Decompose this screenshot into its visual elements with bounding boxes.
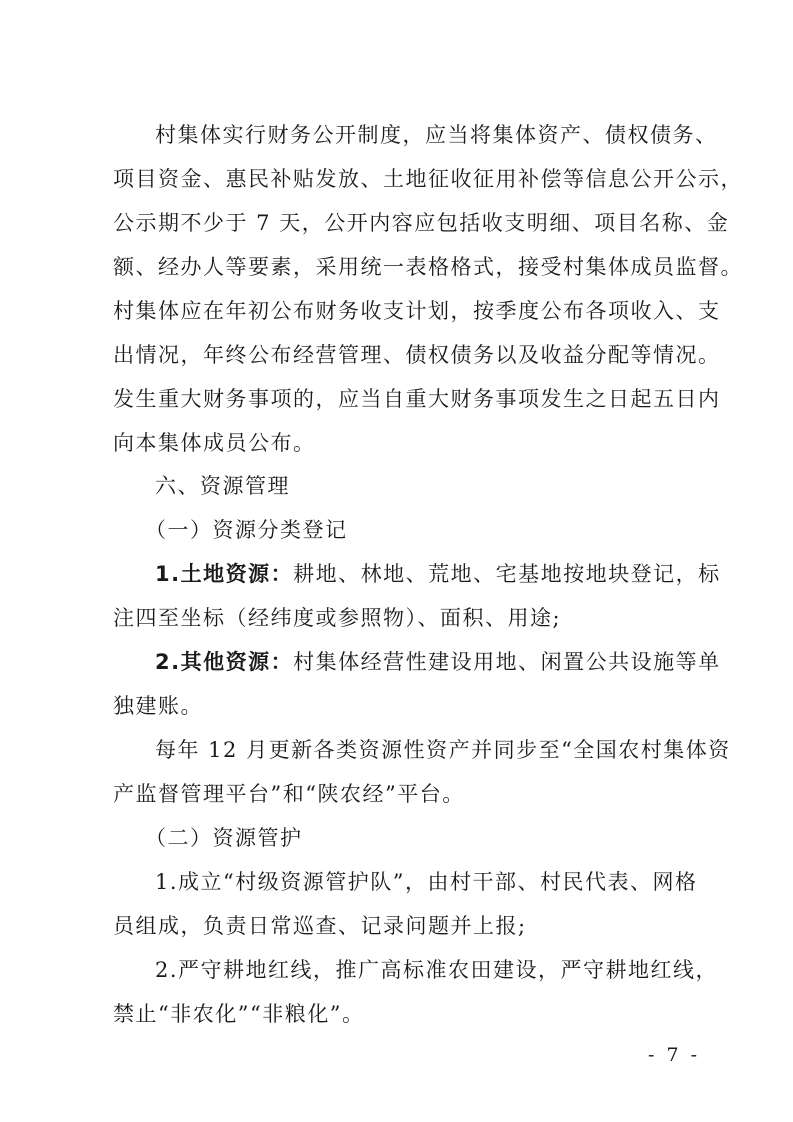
paragraph-line: 员组成，负责日常巡查、记录问题并上报;: [113, 914, 527, 938]
paragraph-line: 发生重大财务事项的，应当自重大财务事项发生之日起五日内: [113, 387, 721, 411]
paragraph-line: 公示期不少于 7 天，公开内容应包括收支明细、项目名称、金: [113, 211, 730, 235]
page-number: - 7 -: [648, 1044, 701, 1066]
paragraph-line: 2.严守耕地红线，推广高标准农田建设，严守耕地红线，: [155, 958, 719, 982]
paragraph-line: 村集体应在年初公布财务收支计划，按季度公布各项收入、支: [113, 299, 721, 323]
paragraph-line: 项目资金、惠民补贴发放、土地征收征用补偿等信息公开公示，: [113, 167, 743, 191]
paragraph-line: [155, 560, 721, 588]
section-heading: 六、资源管理: [155, 474, 290, 498]
paragraph-line: 独建账。: [113, 694, 203, 718]
paragraph-line: 禁止“非农化”“非粮化”。: [113, 1002, 365, 1026]
line-text: 耕地、林地、荒地、宅基地按地块登记，标: [293, 562, 721, 586]
paragraph-line: 产监督管理平台”和“陕农经”平台。: [113, 782, 465, 806]
bold-label: 1.土地资源：: [155, 562, 294, 586]
paragraph-line: 出情况，年终公布经营管理、债权债务以及收益分配等情况。: [113, 343, 721, 367]
paragraph-line: [155, 648, 721, 676]
subsection-heading: （一）资源分类登记: [145, 518, 348, 542]
paragraph-line: 村集体实行财务公开制度，应当将集体资产、债权债务、: [155, 123, 718, 147]
subsection-heading: （二）资源管护: [145, 826, 303, 850]
paragraph-line: 向本集体成员公布。: [113, 431, 316, 455]
paragraph-line: 每年 12 月更新各类资源性资产并同步至“全国农村集体资: [155, 738, 731, 762]
paragraph-line: 额、经办人等要素，采用统一表格格式，接受村集体成员监督。: [113, 255, 743, 279]
paragraph-line: 1.成立“村级资源管护队”，由村干部、村民代表、网格: [155, 870, 698, 894]
paragraph-line: 注四至坐标（经纬度或参照物）、面积、用途;: [113, 606, 562, 630]
bold-label: 2.其他资源：: [155, 650, 294, 674]
line-text: 村集体经营性建设用地、闲置公共设施等单: [293, 650, 721, 674]
